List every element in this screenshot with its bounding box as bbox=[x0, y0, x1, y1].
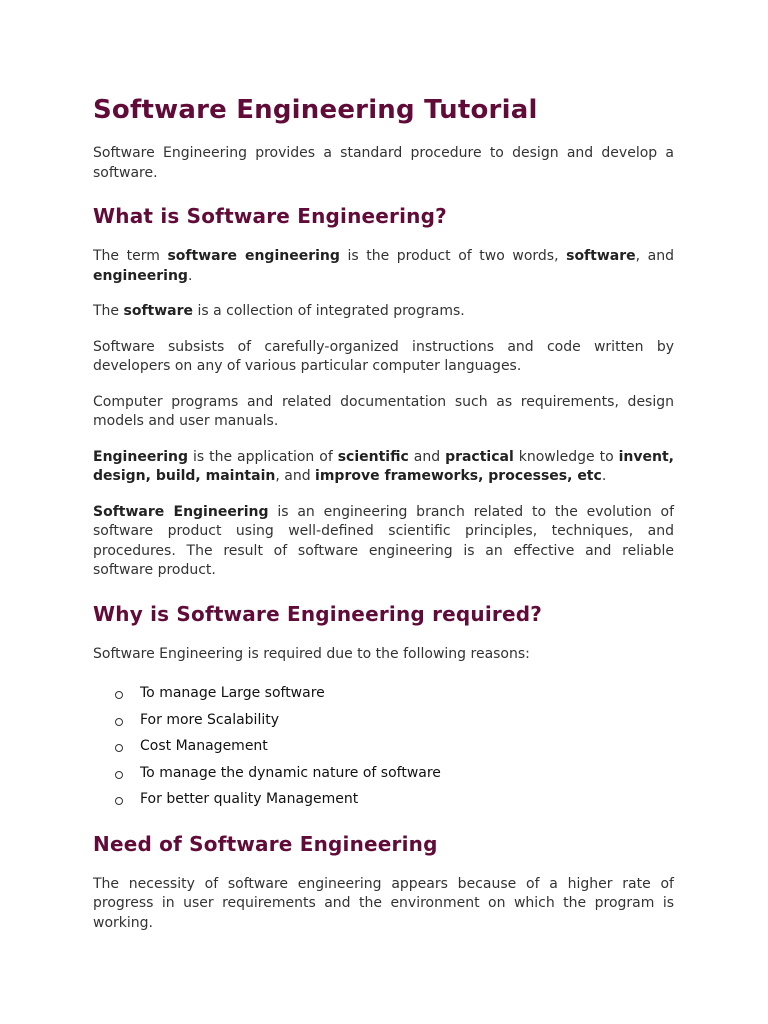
section-heading-what-is: What is Software Engineering? bbox=[93, 204, 447, 228]
circle-bullet-icon bbox=[115, 691, 123, 699]
text-run: . bbox=[601, 468, 607, 484]
bold-term: practical bbox=[445, 448, 514, 465]
text-run: . bbox=[187, 267, 193, 284]
bold-term: software bbox=[123, 303, 194, 319]
circle-bullet-icon bbox=[115, 771, 123, 779]
list-item bbox=[115, 760, 674, 787]
text-run: and bbox=[408, 448, 446, 465]
list-item-text: To manage the dynamic nature of software bbox=[140, 764, 441, 781]
text-run: The term bbox=[93, 248, 168, 264]
bold-term: software engineering bbox=[167, 248, 340, 264]
list-item bbox=[115, 786, 674, 813]
text-run: is an engineering branch related to the evolution of software product using well-defined scientific principles, techniques, and procedures. The result of software engineering is an effective and reliable software product. bbox=[93, 503, 675, 578]
reasons-list bbox=[93, 680, 674, 813]
page-title: Software Engineering Tutorial bbox=[93, 95, 538, 125]
list-item-text: For better quality Management bbox=[140, 791, 359, 807]
software-engineering-definition-paragraph bbox=[93, 503, 674, 581]
bold-term: invent, design, build, maintain bbox=[93, 448, 674, 484]
bold-term: scientific bbox=[337, 448, 409, 465]
text-run: , and bbox=[275, 468, 316, 484]
bold-term: Software Engineering bbox=[93, 503, 269, 520]
list-item-text: To manage Large software bbox=[140, 685, 325, 701]
necessity-paragraph: The necessity of software engineering appears because of a higher rate of progress in user requirements and the environment on which the program is working. bbox=[93, 875, 674, 931]
software-definition-paragraph bbox=[93, 302, 674, 322]
term-definition-paragraph bbox=[93, 247, 674, 286]
text-run: The bbox=[93, 303, 124, 319]
software-subsists-paragraph: Software subsists of carefully-organized instructions and code written by developers on any of various particular computer languages. bbox=[93, 338, 674, 374]
list-item bbox=[115, 733, 674, 760]
circle-bullet-icon bbox=[115, 744, 123, 752]
circle-bullet-icon bbox=[115, 718, 123, 726]
text-run: , and bbox=[635, 248, 674, 264]
engineering-definition-paragraph bbox=[93, 448, 674, 487]
bold-term: engineering bbox=[93, 267, 188, 284]
list-item bbox=[115, 680, 674, 707]
computer-programs-paragraph: Computer programs and related documentation such as requirements, design models and user manuals. bbox=[93, 393, 674, 429]
text-run: is a collection of integrated programs. bbox=[193, 303, 465, 319]
section-heading-why-required: Why is Software Engineering required? bbox=[93, 601, 543, 626]
reasons-intro-paragraph: Software Engineering is required due to the following reasons: bbox=[93, 645, 530, 662]
bold-term: improve frameworks, processes, etc bbox=[315, 468, 602, 484]
list-item bbox=[115, 707, 674, 734]
section-heading-need: Need of Software Engineering bbox=[93, 831, 438, 856]
intro-paragraph: Software Engineering provides a standard procedure to design and develop a software. bbox=[93, 145, 674, 181]
circle-bullet-icon bbox=[115, 797, 123, 805]
text-run: is the product of two words, bbox=[339, 248, 567, 264]
text-run: is the application of bbox=[188, 448, 338, 465]
list-item-text: For more Scalability bbox=[140, 711, 280, 728]
text-run: knowledge to bbox=[513, 448, 619, 465]
list-item-text: Cost Management bbox=[140, 738, 268, 754]
bold-term: Engineering bbox=[93, 448, 188, 465]
bold-term: software bbox=[566, 248, 636, 264]
